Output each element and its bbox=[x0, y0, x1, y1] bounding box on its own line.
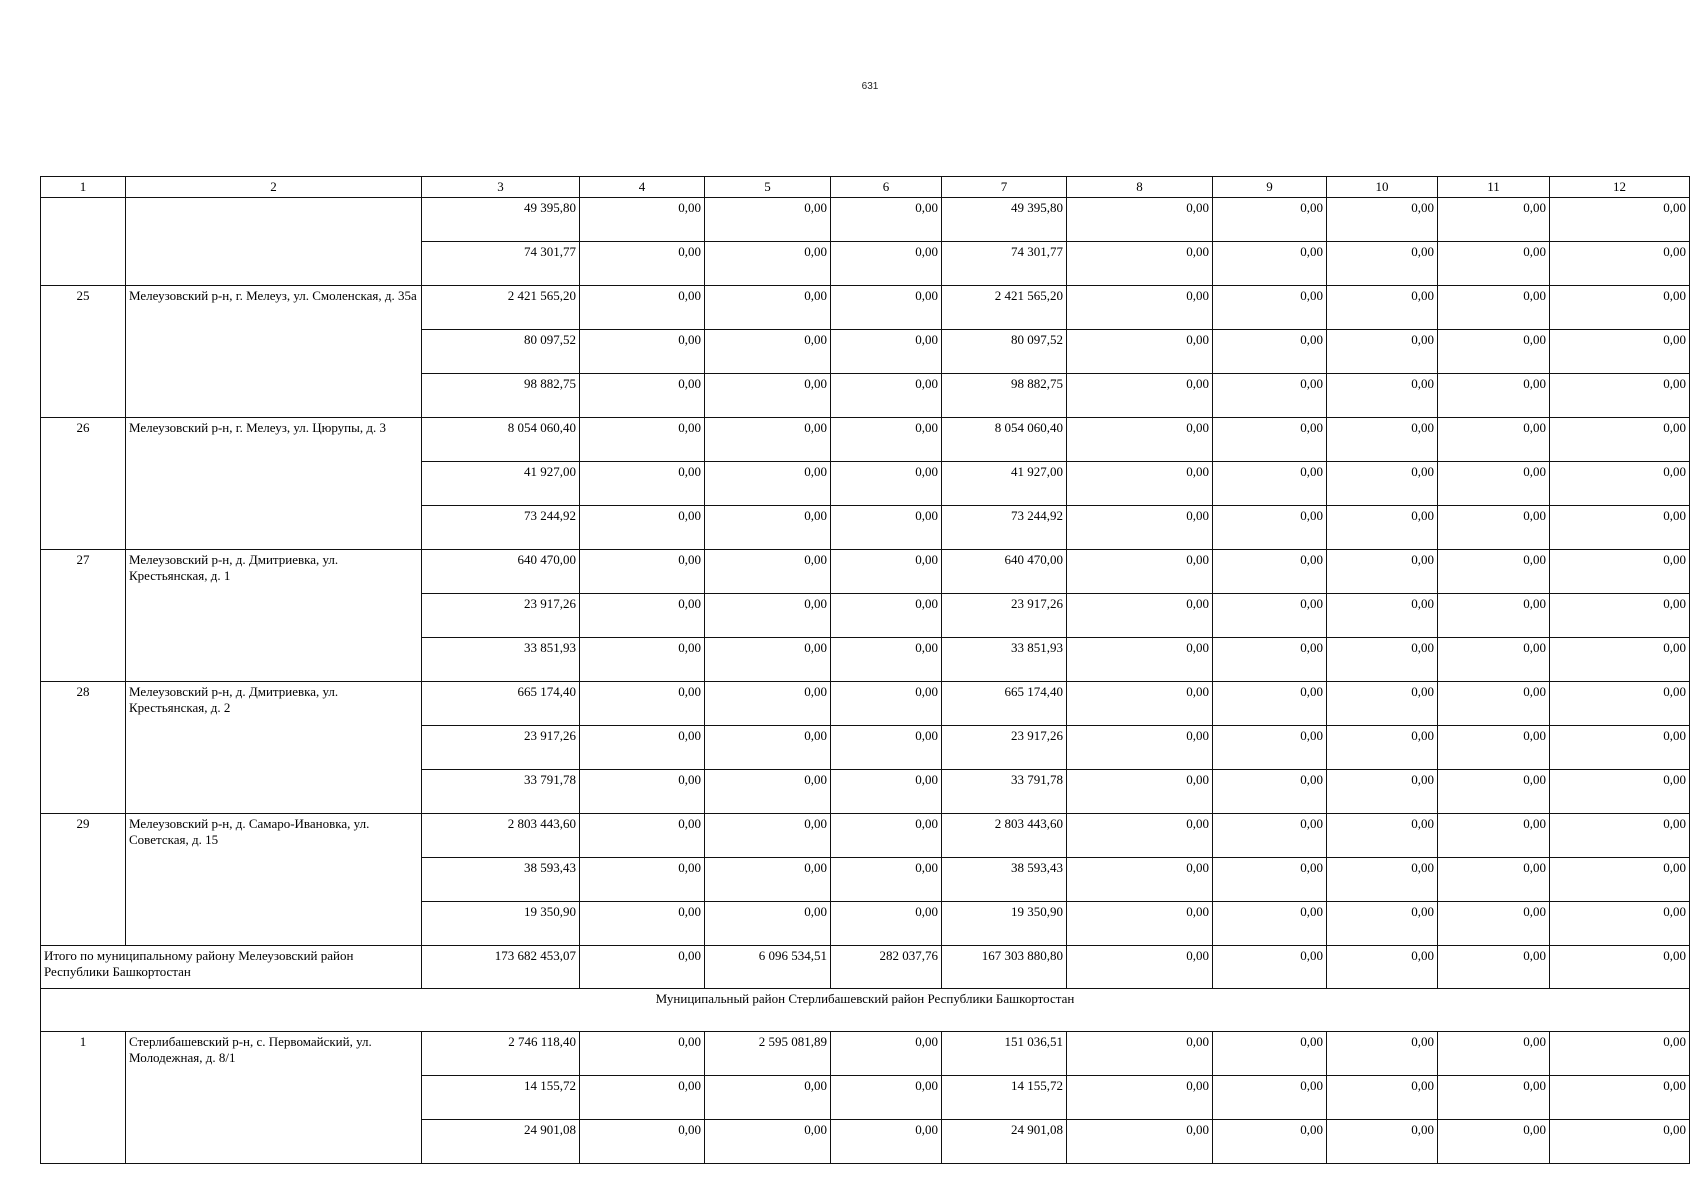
value-cell: 0,00 bbox=[831, 1032, 942, 1076]
total-value: 0,00 bbox=[580, 946, 705, 989]
value-cell: 0,00 bbox=[580, 506, 705, 550]
value-cell: 0,00 bbox=[1067, 902, 1213, 946]
value-cell: 2 803 443,60 bbox=[942, 814, 1067, 858]
value-cell: 14 155,72 bbox=[942, 1076, 1067, 1120]
value-cell: 0,00 bbox=[1550, 198, 1690, 242]
value-cell: 0,00 bbox=[1327, 638, 1438, 682]
row-number bbox=[41, 198, 126, 286]
value-cell: 0,00 bbox=[580, 374, 705, 418]
value-cell: 24 901,08 bbox=[942, 1120, 1067, 1164]
value-cell: 0,00 bbox=[705, 1076, 831, 1120]
value-cell: 0,00 bbox=[1213, 330, 1327, 374]
value-cell: 0,00 bbox=[705, 1120, 831, 1164]
value-cell: 0,00 bbox=[580, 682, 705, 726]
value-cell: 0,00 bbox=[1438, 638, 1550, 682]
value-cell: 0,00 bbox=[1327, 814, 1438, 858]
value-cell: 0,00 bbox=[705, 814, 831, 858]
value-cell: 0,00 bbox=[1213, 902, 1327, 946]
value-cell: 0,00 bbox=[580, 770, 705, 814]
value-cell: 0,00 bbox=[1067, 418, 1213, 462]
column-header: 6 bbox=[831, 177, 942, 198]
value-cell: 38 593,43 bbox=[942, 858, 1067, 902]
value-cell: 0,00 bbox=[1067, 726, 1213, 770]
value-cell: 0,00 bbox=[1550, 1120, 1690, 1164]
value-cell: 0,00 bbox=[1213, 1032, 1327, 1076]
value-cell: 0,00 bbox=[1067, 330, 1213, 374]
value-cell: 0,00 bbox=[1213, 374, 1327, 418]
value-cell: 0,00 bbox=[705, 242, 831, 286]
value-cell: 2 595 081,89 bbox=[705, 1032, 831, 1076]
table-row bbox=[41, 1032, 1690, 1076]
value-cell: 19 350,90 bbox=[422, 902, 580, 946]
value-cell: 0,00 bbox=[1327, 198, 1438, 242]
value-cell: 0,00 bbox=[1067, 1120, 1213, 1164]
value-cell: 0,00 bbox=[1067, 374, 1213, 418]
value-cell: 0,00 bbox=[1213, 726, 1327, 770]
value-cell: 0,00 bbox=[1550, 506, 1690, 550]
value-cell: 41 927,00 bbox=[422, 462, 580, 506]
value-cell: 0,00 bbox=[1438, 1032, 1550, 1076]
value-cell: 0,00 bbox=[1438, 198, 1550, 242]
value-cell: 49 395,80 bbox=[422, 198, 580, 242]
value-cell: 0,00 bbox=[1438, 418, 1550, 462]
value-cell: 0,00 bbox=[1438, 1120, 1550, 1164]
row-number: 26 bbox=[41, 418, 126, 550]
value-cell: 0,00 bbox=[831, 462, 942, 506]
total-value: 0,00 bbox=[1327, 946, 1438, 989]
value-cell: 0,00 bbox=[1067, 770, 1213, 814]
value-cell: 0,00 bbox=[831, 814, 942, 858]
row-number: 1 bbox=[41, 1032, 126, 1164]
value-cell: 0,00 bbox=[1438, 242, 1550, 286]
value-cell: 0,00 bbox=[1550, 374, 1690, 418]
value-cell: 0,00 bbox=[580, 902, 705, 946]
value-cell: 0,00 bbox=[1067, 462, 1213, 506]
section-title: Муниципальный район Стерлибашевский район Республики Башкортостан bbox=[41, 989, 1690, 1032]
row-number: 29 bbox=[41, 814, 126, 946]
value-cell: 0,00 bbox=[1067, 594, 1213, 638]
value-cell: 0,00 bbox=[1327, 1032, 1438, 1076]
value-cell: 0,00 bbox=[1213, 814, 1327, 858]
value-cell: 33 851,93 bbox=[942, 638, 1067, 682]
value-cell: 0,00 bbox=[1550, 462, 1690, 506]
value-cell: 0,00 bbox=[1067, 814, 1213, 858]
value-cell: 0,00 bbox=[705, 198, 831, 242]
value-cell: 0,00 bbox=[705, 726, 831, 770]
value-cell: 0,00 bbox=[580, 638, 705, 682]
value-cell: 0,00 bbox=[1327, 286, 1438, 330]
value-cell: 0,00 bbox=[1213, 418, 1327, 462]
value-cell: 0,00 bbox=[1550, 902, 1690, 946]
value-cell: 0,00 bbox=[831, 638, 942, 682]
value-cell: 0,00 bbox=[580, 550, 705, 594]
value-cell: 0,00 bbox=[1550, 418, 1690, 462]
value-cell: 0,00 bbox=[705, 902, 831, 946]
value-cell: 0,00 bbox=[1327, 506, 1438, 550]
value-cell: 0,00 bbox=[1550, 550, 1690, 594]
row-number: 27 bbox=[41, 550, 126, 682]
value-cell: 0,00 bbox=[705, 462, 831, 506]
value-cell: 0,00 bbox=[1067, 198, 1213, 242]
value-cell: 0,00 bbox=[1067, 286, 1213, 330]
address-cell: Мелеузовский р-н, г. Мелеуз, ул. Смоленская, д. 35а bbox=[126, 286, 422, 418]
value-cell: 0,00 bbox=[1438, 902, 1550, 946]
value-cell: 0,00 bbox=[1438, 770, 1550, 814]
column-header: 10 bbox=[1327, 177, 1438, 198]
section-row bbox=[41, 989, 1690, 1032]
value-cell: 0,00 bbox=[1067, 242, 1213, 286]
value-cell: 0,00 bbox=[1213, 594, 1327, 638]
total-row bbox=[41, 946, 1690, 989]
value-cell: 0,00 bbox=[1213, 506, 1327, 550]
value-cell: 0,00 bbox=[1438, 330, 1550, 374]
data-table bbox=[40, 176, 1690, 1164]
value-cell: 0,00 bbox=[580, 594, 705, 638]
value-cell: 0,00 bbox=[580, 330, 705, 374]
value-cell: 0,00 bbox=[1327, 726, 1438, 770]
value-cell: 2 803 443,60 bbox=[422, 814, 580, 858]
value-cell: 0,00 bbox=[1067, 682, 1213, 726]
value-cell: 2 421 565,20 bbox=[942, 286, 1067, 330]
table-row bbox=[41, 550, 1690, 594]
value-cell: 33 791,78 bbox=[942, 770, 1067, 814]
total-value: 0,00 bbox=[1550, 946, 1690, 989]
value-cell: 0,00 bbox=[580, 858, 705, 902]
header-row bbox=[41, 177, 1690, 198]
column-header: 4 bbox=[580, 177, 705, 198]
value-cell: 14 155,72 bbox=[422, 1076, 580, 1120]
value-cell: 23 917,26 bbox=[942, 594, 1067, 638]
value-cell: 0,00 bbox=[580, 462, 705, 506]
value-cell: 0,00 bbox=[1213, 858, 1327, 902]
value-cell: 41 927,00 bbox=[942, 462, 1067, 506]
value-cell: 80 097,52 bbox=[942, 330, 1067, 374]
value-cell: 98 882,75 bbox=[942, 374, 1067, 418]
value-cell: 0,00 bbox=[1327, 330, 1438, 374]
value-cell: 23 917,26 bbox=[422, 726, 580, 770]
value-cell: 24 901,08 bbox=[422, 1120, 580, 1164]
value-cell: 0,00 bbox=[831, 1120, 942, 1164]
value-cell: 0,00 bbox=[1067, 638, 1213, 682]
value-cell: 0,00 bbox=[1550, 330, 1690, 374]
total-value: 167 303 880,80 bbox=[942, 946, 1067, 989]
value-cell: 0,00 bbox=[580, 242, 705, 286]
value-cell: 0,00 bbox=[705, 594, 831, 638]
value-cell: 0,00 bbox=[705, 770, 831, 814]
value-cell: 33 791,78 bbox=[422, 770, 580, 814]
value-cell: 0,00 bbox=[1213, 462, 1327, 506]
value-cell: 0,00 bbox=[1550, 858, 1690, 902]
value-cell: 8 054 060,40 bbox=[942, 418, 1067, 462]
value-cell: 0,00 bbox=[831, 858, 942, 902]
value-cell: 0,00 bbox=[1438, 814, 1550, 858]
value-cell: 0,00 bbox=[1213, 1120, 1327, 1164]
column-header: 12 bbox=[1550, 177, 1690, 198]
value-cell: 0,00 bbox=[831, 330, 942, 374]
value-cell: 0,00 bbox=[831, 902, 942, 946]
value-cell: 151 036,51 bbox=[942, 1032, 1067, 1076]
value-cell: 0,00 bbox=[831, 286, 942, 330]
value-cell: 74 301,77 bbox=[422, 242, 580, 286]
table-row bbox=[41, 286, 1690, 330]
value-cell: 0,00 bbox=[831, 726, 942, 770]
value-cell: 0,00 bbox=[1550, 770, 1690, 814]
value-cell: 38 593,43 bbox=[422, 858, 580, 902]
table-row bbox=[41, 418, 1690, 462]
value-cell: 0,00 bbox=[1327, 858, 1438, 902]
value-cell: 0,00 bbox=[831, 198, 942, 242]
value-cell: 0,00 bbox=[1327, 1120, 1438, 1164]
total-value: 282 037,76 bbox=[831, 946, 942, 989]
value-cell: 0,00 bbox=[1327, 242, 1438, 286]
row-number: 28 bbox=[41, 682, 126, 814]
total-value: 0,00 bbox=[1213, 946, 1327, 989]
column-header: 1 bbox=[41, 177, 126, 198]
value-cell: 0,00 bbox=[831, 374, 942, 418]
value-cell: 19 350,90 bbox=[942, 902, 1067, 946]
value-cell: 8 054 060,40 bbox=[422, 418, 580, 462]
value-cell: 73 244,92 bbox=[422, 506, 580, 550]
total-value: 0,00 bbox=[1067, 946, 1213, 989]
value-cell: 0,00 bbox=[1213, 638, 1327, 682]
value-cell: 0,00 bbox=[580, 1076, 705, 1120]
table-row bbox=[41, 682, 1690, 726]
value-cell: 0,00 bbox=[831, 242, 942, 286]
value-cell: 0,00 bbox=[580, 1032, 705, 1076]
value-cell: 0,00 bbox=[1550, 1032, 1690, 1076]
total-value: 173 682 453,07 bbox=[422, 946, 580, 989]
value-cell: 0,00 bbox=[1438, 374, 1550, 418]
value-cell: 0,00 bbox=[1550, 726, 1690, 770]
table-row bbox=[41, 814, 1690, 858]
value-cell: 0,00 bbox=[580, 286, 705, 330]
value-cell: 80 097,52 bbox=[422, 330, 580, 374]
value-cell: 0,00 bbox=[831, 506, 942, 550]
value-cell: 0,00 bbox=[1550, 1076, 1690, 1120]
value-cell: 0,00 bbox=[580, 1120, 705, 1164]
value-cell: 2 421 565,20 bbox=[422, 286, 580, 330]
total-value: 0,00 bbox=[1438, 946, 1550, 989]
value-cell: 0,00 bbox=[1327, 770, 1438, 814]
value-cell: 0,00 bbox=[1213, 198, 1327, 242]
value-cell: 0,00 bbox=[1327, 462, 1438, 506]
value-cell: 0,00 bbox=[1438, 726, 1550, 770]
value-cell: 49 395,80 bbox=[942, 198, 1067, 242]
value-cell: 33 851,93 bbox=[422, 638, 580, 682]
page-number: 631 bbox=[861, 81, 879, 92]
value-cell: 0,00 bbox=[705, 682, 831, 726]
value-cell: 0,00 bbox=[1550, 594, 1690, 638]
value-cell: 0,00 bbox=[831, 418, 942, 462]
address-cell: Мелеузовский р-н, д. Самаро-Ивановка, ул. Советская, д. 15 bbox=[126, 814, 422, 946]
value-cell: 0,00 bbox=[1067, 550, 1213, 594]
address-cell bbox=[126, 198, 422, 286]
value-cell: 0,00 bbox=[1327, 594, 1438, 638]
value-cell: 0,00 bbox=[1550, 638, 1690, 682]
value-cell: 665 174,40 bbox=[942, 682, 1067, 726]
value-cell: 0,00 bbox=[1327, 550, 1438, 594]
column-header: 5 bbox=[705, 177, 831, 198]
value-cell: 0,00 bbox=[1550, 286, 1690, 330]
address-cell: Мелеузовский р-н, г. Мелеуз, ул. Цюрупы, д. 3 bbox=[126, 418, 422, 550]
row-number: 25 bbox=[41, 286, 126, 418]
value-cell: 0,00 bbox=[1438, 594, 1550, 638]
value-cell: 0,00 bbox=[1327, 1076, 1438, 1120]
value-cell: 0,00 bbox=[831, 770, 942, 814]
value-cell: 0,00 bbox=[1550, 682, 1690, 726]
value-cell: 0,00 bbox=[705, 858, 831, 902]
value-cell: 0,00 bbox=[831, 682, 942, 726]
value-cell: 0,00 bbox=[1213, 286, 1327, 330]
value-cell: 665 174,40 bbox=[422, 682, 580, 726]
value-cell: 640 470,00 bbox=[942, 550, 1067, 594]
value-cell: 0,00 bbox=[1550, 242, 1690, 286]
value-cell: 0,00 bbox=[1067, 1032, 1213, 1076]
address-cell: Мелеузовский р-н, д. Дмитриевка, ул. Крестьянская, д. 1 bbox=[126, 550, 422, 682]
value-cell: 0,00 bbox=[580, 198, 705, 242]
value-cell: 0,00 bbox=[705, 286, 831, 330]
address-cell: Стерлибашевский р-н, с. Первомайский, ул. Молодежная, д. 8/1 bbox=[126, 1032, 422, 1164]
value-cell: 640 470,00 bbox=[422, 550, 580, 594]
address-cell: Мелеузовский р-н, д. Дмитриевка, ул. Крестьянская, д. 2 bbox=[126, 682, 422, 814]
value-cell: 0,00 bbox=[705, 374, 831, 418]
value-cell: 0,00 bbox=[1327, 374, 1438, 418]
value-cell: 0,00 bbox=[1327, 418, 1438, 462]
value-cell: 0,00 bbox=[580, 726, 705, 770]
value-cell: 0,00 bbox=[1067, 858, 1213, 902]
value-cell: 74 301,77 bbox=[942, 242, 1067, 286]
total-label: Итого по муниципальному району Мелеузовский район Республики Башкортостан bbox=[41, 946, 422, 989]
column-header: 11 bbox=[1438, 177, 1550, 198]
value-cell: 0,00 bbox=[1438, 286, 1550, 330]
value-cell: 0,00 bbox=[705, 638, 831, 682]
value-cell: 0,00 bbox=[1438, 858, 1550, 902]
value-cell: 0,00 bbox=[580, 418, 705, 462]
value-cell: 0,00 bbox=[1067, 506, 1213, 550]
table-row bbox=[41, 198, 1690, 242]
value-cell: 0,00 bbox=[1067, 1076, 1213, 1120]
column-header: 3 bbox=[422, 177, 580, 198]
value-cell: 0,00 bbox=[1438, 550, 1550, 594]
value-cell: 0,00 bbox=[1213, 1076, 1327, 1120]
value-cell: 0,00 bbox=[705, 330, 831, 374]
total-value: 6 096 534,51 bbox=[705, 946, 831, 989]
value-cell: 0,00 bbox=[580, 814, 705, 858]
value-cell: 0,00 bbox=[1327, 682, 1438, 726]
value-cell: 23 917,26 bbox=[942, 726, 1067, 770]
value-cell: 0,00 bbox=[705, 418, 831, 462]
value-cell: 0,00 bbox=[1550, 814, 1690, 858]
value-cell: 0,00 bbox=[831, 594, 942, 638]
value-cell: 0,00 bbox=[1213, 682, 1327, 726]
column-header: 9 bbox=[1213, 177, 1327, 198]
value-cell: 98 882,75 bbox=[422, 374, 580, 418]
column-header: 7 bbox=[942, 177, 1067, 198]
value-cell: 0,00 bbox=[1213, 770, 1327, 814]
value-cell: 0,00 bbox=[1438, 1076, 1550, 1120]
value-cell: 0,00 bbox=[705, 550, 831, 594]
value-cell: 0,00 bbox=[831, 550, 942, 594]
value-cell: 0,00 bbox=[831, 1076, 942, 1120]
value-cell: 0,00 bbox=[1438, 682, 1550, 726]
value-cell: 0,00 bbox=[1327, 902, 1438, 946]
value-cell: 73 244,92 bbox=[942, 506, 1067, 550]
value-cell: 2 746 118,40 bbox=[422, 1032, 580, 1076]
column-header: 8 bbox=[1067, 177, 1213, 198]
value-cell: 23 917,26 bbox=[422, 594, 580, 638]
value-cell: 0,00 bbox=[1213, 550, 1327, 594]
value-cell: 0,00 bbox=[1438, 506, 1550, 550]
value-cell: 0,00 bbox=[705, 506, 831, 550]
value-cell: 0,00 bbox=[1213, 242, 1327, 286]
column-header: 2 bbox=[126, 177, 422, 198]
value-cell: 0,00 bbox=[1438, 462, 1550, 506]
